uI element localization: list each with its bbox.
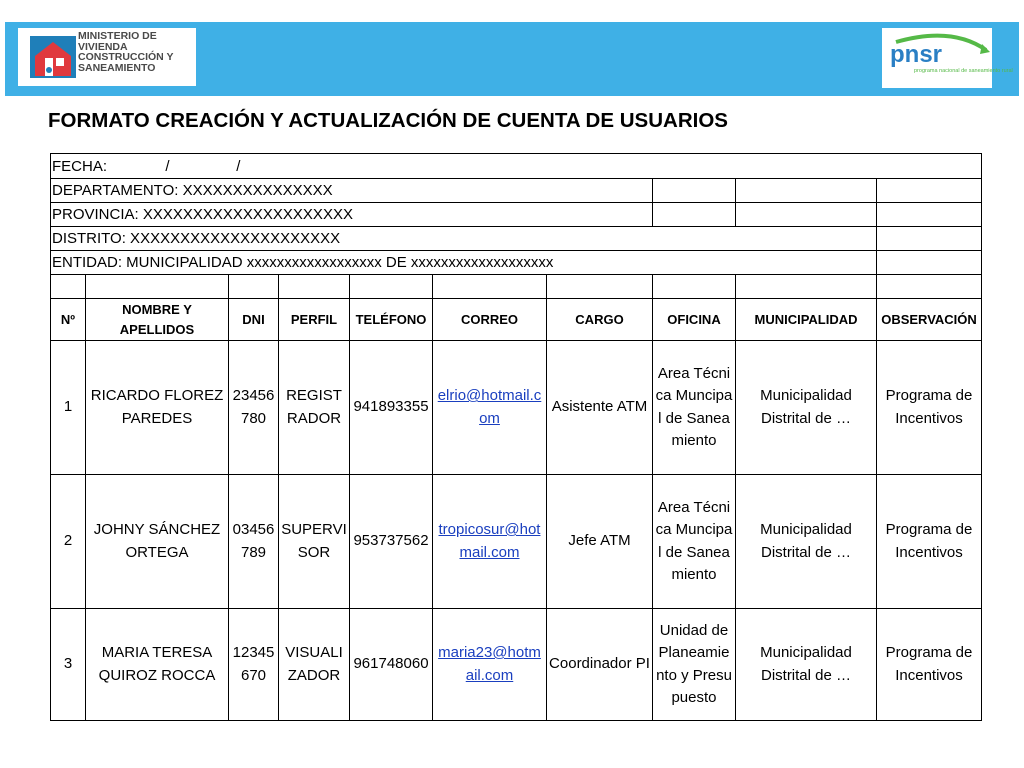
empty-cell[interactable]	[877, 203, 982, 227]
col-header-oficina: OFICINA	[653, 299, 736, 341]
table-row	[51, 475, 982, 609]
empty-cell[interactable]	[229, 275, 279, 299]
ministry-logo-text: MINISTERIO DE VIVIENDA CONSTRUCCIÓN Y SANEAMIENTO	[78, 30, 174, 74]
provincia-row	[51, 203, 982, 227]
row-perfil: VISUALIZADOR	[279, 609, 350, 721]
col-header-perfil: PERFIL	[279, 299, 350, 341]
distrito-field[interactable]: DISTRITO: XXXXXXXXXXXXXXXXXXXXX	[51, 227, 877, 251]
empty-cell[interactable]	[279, 275, 350, 299]
row-oficina: Unidad de Planeamiento y Presupuesto	[653, 609, 736, 721]
fecha-field[interactable]: FECHA: / /	[51, 154, 982, 179]
row-oficina: Area Técnica Muncipal de Saneamiento	[653, 341, 736, 475]
row-municipalidad: Municipalidad Distrital de …	[736, 341, 877, 475]
row-municipalidad: Municipalidad Distrital de …	[736, 475, 877, 609]
row-nombre: RICARDO FLOREZ PAREDES	[86, 341, 229, 475]
empty-cell[interactable]	[86, 275, 229, 299]
empty-cell[interactable]	[653, 179, 736, 203]
row-oficina: Area Técnica Muncipal de Saneamiento	[653, 475, 736, 609]
col-header-correo: CORREO	[433, 299, 547, 341]
row-nombre: MARIA TERESA QUIROZ ROCCA	[86, 609, 229, 721]
row-telefono: 961748060	[350, 609, 433, 721]
row-dni: 23456780	[229, 341, 279, 475]
blank-row	[51, 275, 982, 299]
entidad-field[interactable]: ENTIDAD: MUNICIPALIDAD xxxxxxxxxxxxxxxxxx DE xxxxxxxxxxxxxxxxxxx	[51, 251, 877, 275]
table-row	[51, 341, 982, 475]
distrito-row	[51, 227, 982, 251]
row-municipalidad: Municipalidad Distrital de …	[736, 609, 877, 721]
empty-cell[interactable]	[736, 203, 877, 227]
empty-cell[interactable]	[653, 275, 736, 299]
row-cargo: Coordinador PI	[547, 609, 653, 721]
row-observacion: Programa de Incentivos	[877, 341, 982, 475]
pnsr-logo	[882, 28, 1013, 88]
empty-cell[interactable]	[736, 179, 877, 203]
col-header-observacion: OBSERVACIÓN	[877, 299, 982, 341]
row-dni: 03456789	[229, 475, 279, 609]
empty-cell[interactable]	[736, 275, 877, 299]
pnsr-logo-wordmark: pnsr	[890, 41, 943, 68]
entidad-row	[51, 251, 982, 275]
row-cargo: Jefe ATM	[547, 475, 653, 609]
row-cargo: Asistente ATM	[547, 341, 653, 475]
user-account-form-table	[50, 153, 982, 721]
row-dni: 12345670	[229, 609, 279, 721]
table-row	[51, 609, 982, 721]
row-telefono: 941893355	[350, 341, 433, 475]
document-title: FORMATO CREACIÓN Y ACTUALIZACIÓN DE CUENTA DE USUARIOS	[48, 109, 728, 132]
provincia-field[interactable]: PROVINCIA: XXXXXXXXXXXXXXXXXXXXX	[51, 203, 653, 227]
row-perfil: REGISTRADOR	[279, 341, 350, 475]
row-observacion: Programa de Incentivos	[877, 609, 982, 721]
col-header-telefono: TELÉFONO	[350, 299, 433, 341]
departamento-field[interactable]: DEPARTAMENTO: XXXXXXXXXXXXXXX	[51, 179, 653, 203]
ministry-logo	[18, 28, 196, 86]
row-num: 3	[51, 609, 86, 721]
row-perfil: SUPERVISOR	[279, 475, 350, 609]
empty-cell[interactable]	[547, 275, 653, 299]
pnsr-logo-subtext: programa nacional de saneamiento rural	[914, 68, 1013, 74]
empty-cell[interactable]	[51, 275, 86, 299]
ministry-house-icon	[30, 36, 76, 78]
empty-cell[interactable]	[877, 275, 982, 299]
column-header-row	[51, 299, 982, 341]
col-header-dni: DNI	[229, 299, 279, 341]
row-observacion: Programa de Incentivos	[877, 475, 982, 609]
empty-cell[interactable]	[433, 275, 547, 299]
col-header-cargo: CARGO	[547, 299, 653, 341]
empty-cell[interactable]	[877, 251, 982, 275]
departamento-row	[51, 179, 982, 203]
empty-cell[interactable]	[877, 179, 982, 203]
empty-cell[interactable]	[877, 227, 982, 251]
row-num: 1	[51, 341, 86, 475]
col-header-num: Nº	[51, 299, 86, 341]
row-correo-link[interactable]: elrio@hotmail.com	[433, 341, 547, 475]
row-correo-link[interactable]: maria23@hotmail.com	[433, 609, 547, 721]
row-telefono: 953737562	[350, 475, 433, 609]
col-header-municipalidad: MUNICIPALIDAD	[736, 299, 877, 341]
empty-cell[interactable]	[350, 275, 433, 299]
row-correo-link[interactable]: tropicosur@hotmail.com	[433, 475, 547, 609]
col-header-nombre: NOMBRE Y APELLIDOS	[86, 299, 229, 341]
row-nombre: JOHNY SÁNCHEZ ORTEGA	[86, 475, 229, 609]
empty-cell[interactable]	[653, 203, 736, 227]
row-num: 2	[51, 475, 86, 609]
fecha-row	[51, 154, 982, 179]
